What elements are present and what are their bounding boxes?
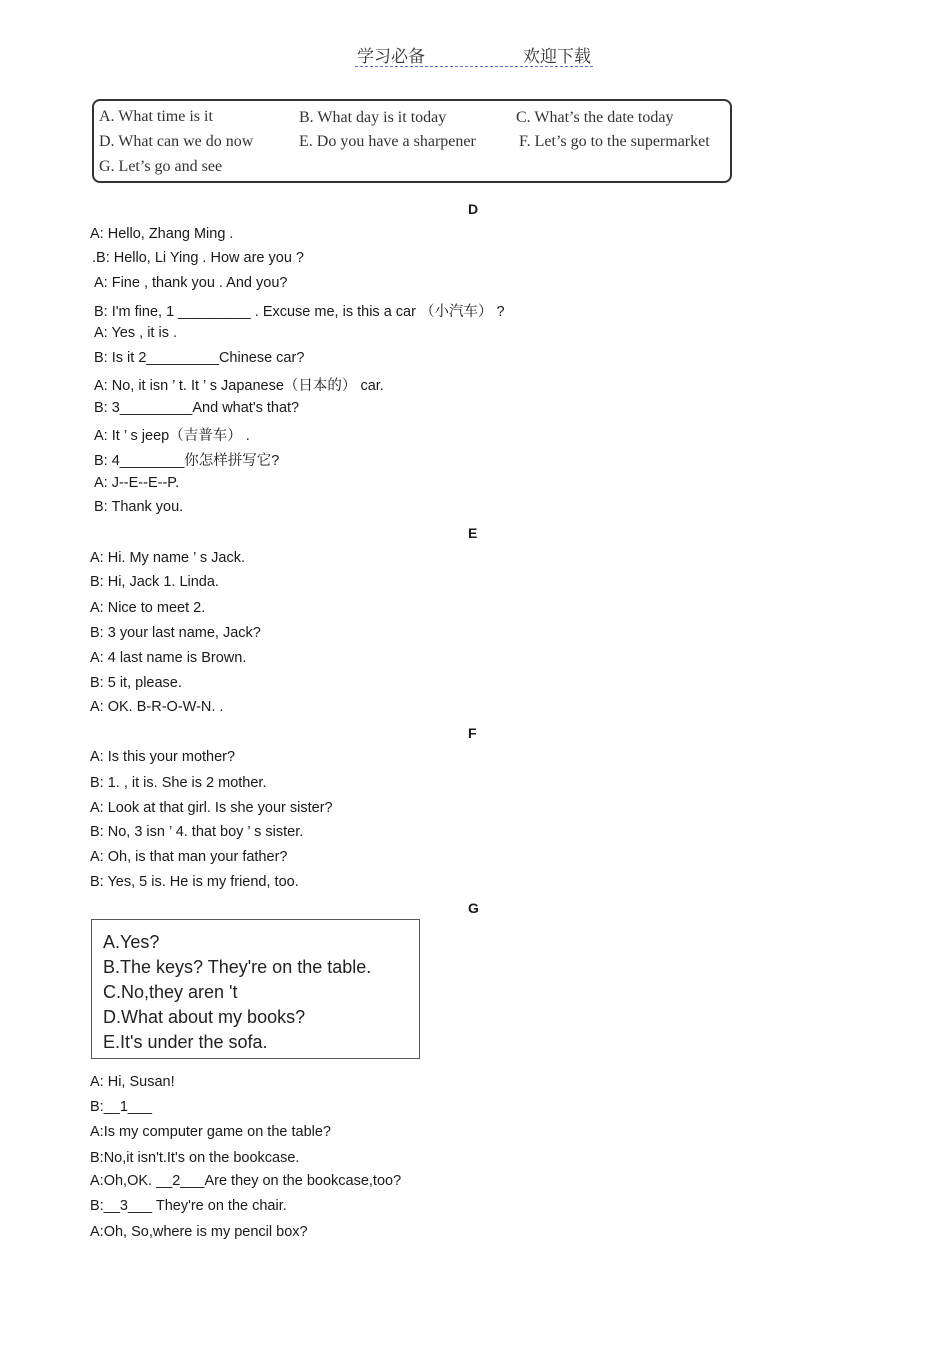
dialog-line: B: 1. , it is. She is 2 mother. [90,775,267,791]
option-e: E. Do you have a sharpener [299,133,476,150]
option-d: D. What can we do now [99,133,254,150]
dialog-line: A: It ’ s jeep（吉普车） . [94,428,250,444]
dialog-line: B: No, 3 isn ’ 4. that boy ’ s sister. [90,824,304,840]
dialog-line: B: Thank you. [94,499,184,515]
option-f: F. Let’s go to the supermarket [519,133,710,150]
page-header [355,42,593,67]
option-b: B. What day is it today [299,109,447,126]
dialog-line: A: Yes , it is . [94,325,178,341]
dialog-line: B:No,it isn't.It's on the bookcase. [90,1150,300,1166]
dialog-line: A: Nice to meet 2. [90,600,206,616]
dialog-line: B: 5 it, please. [90,675,182,691]
dialog-line: B:__1___ [90,1099,153,1115]
dialog-line: A: Hi, Susan! [90,1074,175,1090]
dialog-line: B: Hi, Jack 1. Linda. [90,574,219,590]
dialog-line: B:__3___ They're on the chair. [90,1198,287,1214]
dialog-line: A: Is this your mother? [90,749,236,765]
dialog-line: A: Hello, Zhang Ming . [90,226,234,242]
dialog-line: A: Look at that girl. Is she your sister? [90,800,333,816]
dialog-line: B: Yes, 5 is. He is my friend, too. [90,874,299,890]
dialog-line: A: Hi. My name ’ s Jack. [90,550,245,566]
option-g: G. Let’s go and see [99,158,223,175]
answer-option: B.The keys? They're on the table. [103,957,372,977]
section-d-title: D [468,201,479,217]
section-e-title: E [468,525,478,541]
dialog-line: B: I'm fine, 1 _________ . Excuse me, is this a car （小汽车） ? [94,304,505,320]
header-right-text: 欢迎下载 [523,47,591,67]
answer-option: D.What about my books? [103,1007,306,1027]
section-f-title: F [468,725,477,741]
dialog-line: B: 4________你怎样拼写它? [94,453,280,469]
dialog-line: .B: Hello, Li Ying . How are you ? [92,250,304,266]
answer-option: C.No,they aren 't [103,982,238,1002]
dialog-line: A: 4 last name is Brown. [90,650,247,666]
dialog-line: B: 3 your last name, Jack? [90,625,261,641]
dialog-line: B: Is it 2_________Chinese car? [94,350,305,366]
option-a: A. What time is it [99,108,213,125]
dialog-line: A:Is my computer game on the table? [90,1124,331,1140]
header-left-text: 学习必备 [357,47,425,67]
options-box [92,99,732,183]
dialog-line: A: J--E--E--P. [94,475,180,491]
dialog-line: B: 3_________And what's that? [94,400,300,416]
option-c: C. What’s the date today [516,109,674,126]
dialog-line: A:Oh,OK. __2___Are they on the bookcase,too? [90,1173,402,1189]
section-g-title: G [468,900,479,916]
dialog-line: A: OK. B-R-O-W-N. . [90,699,224,715]
answer-option: A.Yes? [103,932,160,952]
answer-option: E.It's under the sofa. [103,1032,268,1052]
dialog-line: A: No, it isn ’ t. It ’ s Japanese（日本的） car. [94,378,384,394]
dialog-line: A: Fine , thank you . And you? [94,275,288,291]
answer-options-box [91,919,420,1059]
dialog-line: A:Oh, So,where is my pencil box? [90,1224,308,1240]
dialog-line: A: Oh, is that man your father? [90,849,288,865]
